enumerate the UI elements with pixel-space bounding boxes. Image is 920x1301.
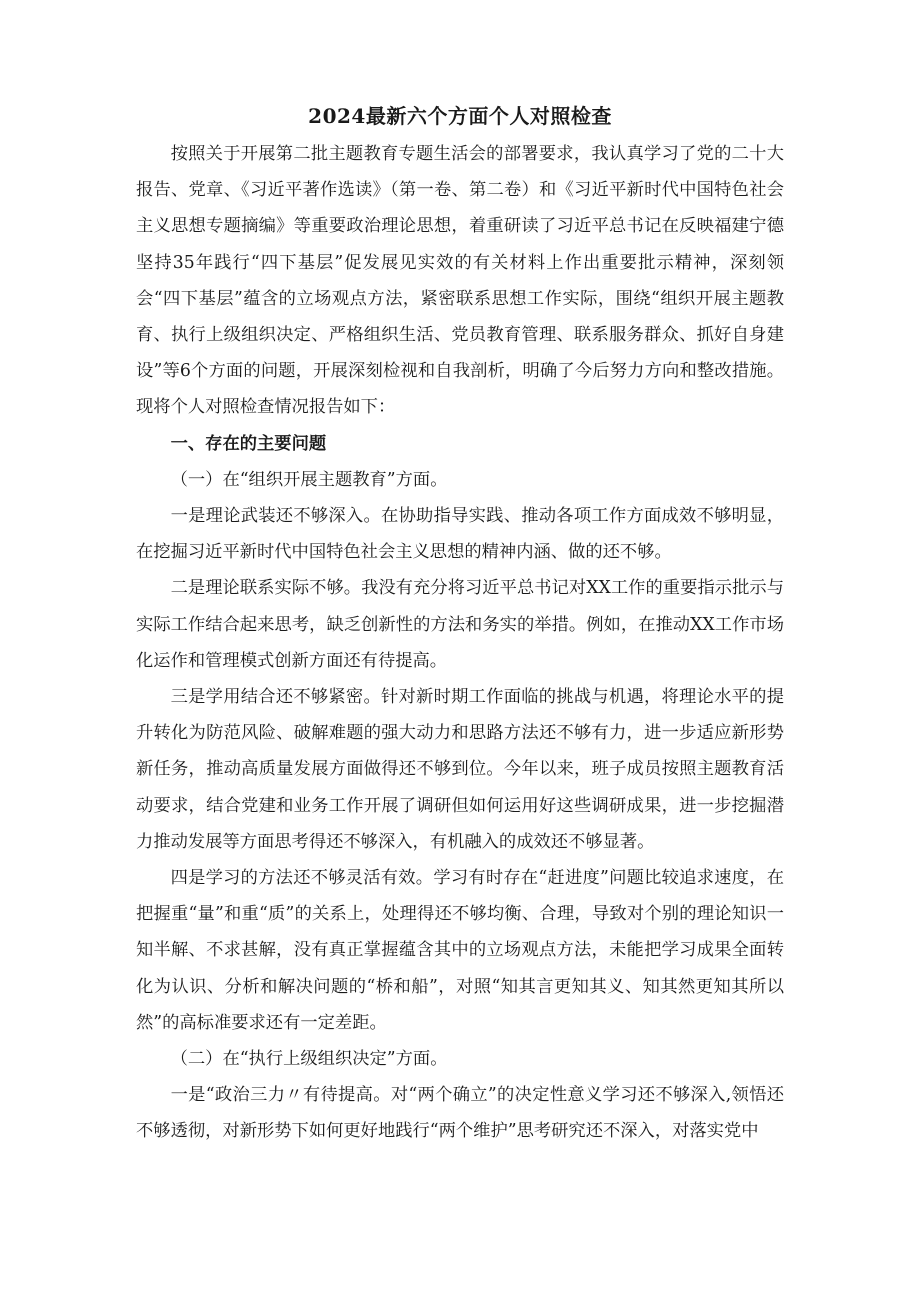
subsection-heading-2: （二）在“执行上级组织决定”方面。	[170, 1049, 448, 1070]
subsection-heading-1: （一）在“组织开展主题教育”方面。	[170, 469, 448, 490]
paragraph-theory-practice: 二是理论联系实际不够。我没有充分将习近平总书记对XX工作的重要指示批示与实际工作结合起来思考，缺乏创新性的方法和务实的举措。例如，在推动XX工作市场化运作和管理模式创新方面还有待提高。	[136, 578, 784, 671]
document-title: 2024最新六个方面个人对照检查	[308, 104, 612, 128]
paragraph-political-capacity: 一是“政治三力〃有待提高。对“两个确立”的决定性意义学习还不够深入,领悟还不够透彻，对新形势下如何更好地践行“两个维护”思考研究还不深入，对落实党中	[136, 1085, 784, 1142]
intro-paragraph: 按照关于开展第二批主题教育专题生活会的部署要求，我认真学习了党的二十大报告、党章、《习近平著作选读》（第一卷、第二卷）和《习近平新时代中国特色社会主义思想专题摘编》等重要政治理论思想，着重研读了习近平总书记在反映福建宁德坚持35年践行“四下基层”促发展见实效的有关材料上作出重要批示精神，深刻领会“四下基层”蕴含的立场观点方法，紧密联系思想工作实际，围绕“组织开展主题教育、执行上级组织决定、严格组织生活、党员教育管理、联系服务群众、抓好自身建设”等6个方面的问题，开展深刻检视和自我剖析，明确了今后努力方向和整改措施。现将个人对照检查情况报告如下：	[136, 144, 784, 418]
section-heading-main-problems: 一、存在的主要问题	[170, 433, 327, 454]
document-page	[136, 100, 784, 1150]
paragraph-learning-application: 三是学用结合还不够紧密。针对新时期工作面临的挑战与机遇，将理论水平的提升转化为防范风险、破解难题的强大动力和思路方法还不够有力，进一步适应新形势新任务，推动高质量发展方面做得还不够到位。今年以来，班子成员按照主题教育活动要求，结合党建和业务工作开展了调研但如何运用好这些调研成果，进一步挖掘潜力推动发展等方面思考得还不够深入，有机融入的成效还不够显著。	[136, 687, 784, 852]
paragraph-learning-method: 四是学习的方法还不够灵活有效。学习有时存在“赶进度”问题比较追求速度，在把握重“量”和重“质”的关系上，处理得还不够均衡、合理，导致对个别的理论知识一知半解、不求甚解，没有真正掌握蕴含其中的立场观点方法，未能把学习成果全面转化为认识、分析和解决问题的“桥和船”，对照“知其言更知其义、知其然更知其所以然”的高标准要求还有一定差距。	[136, 868, 784, 1033]
paragraph-theory-arming: 一是理论武装还不够深入。在协助指导实践、推动各项工作方面成效不够明显，在挖掘习近平新时代中国特色社会主义思想的精神内涵、做的还不够。	[136, 506, 784, 563]
